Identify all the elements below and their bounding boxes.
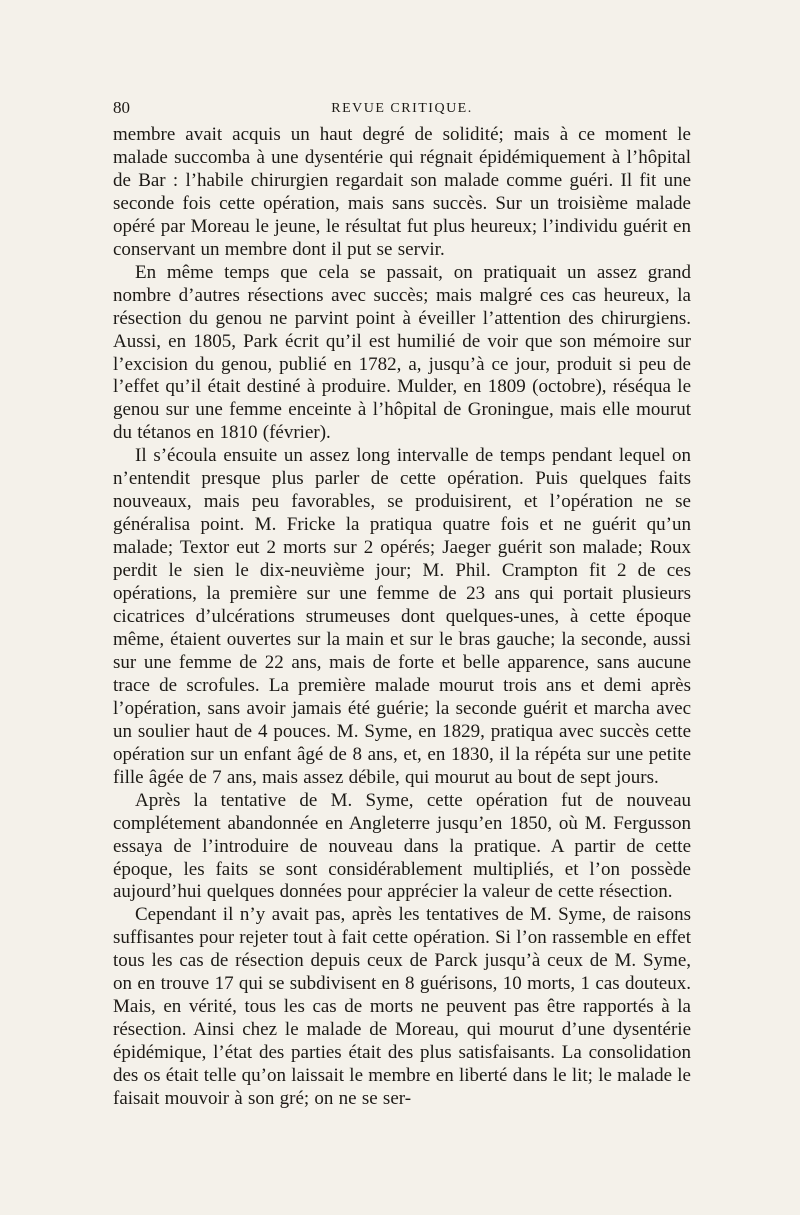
paragraph-continuation: membre avait acquis un haut degré de solidité; mais à ce moment le malade succomba à une dysentérie qui régnait épidémiquement à l’hôpital de Bar : l’habile chirurgien regardait son malade comme guéri. Il fit une seconde fois cette opération, mais sans succès. Sur un troisième malade opéré par Moreau le jeune, le résultat fut plus heureux; l’individu guérit en conservant un membre dont il put se servir. <box>113 124 691 260</box>
page-number: 80 <box>113 98 130 117</box>
running-header <box>113 96 691 120</box>
body-text <box>113 124 691 1111</box>
paragraph: Il s’écoula ensuite un assez long intervalle de temps pendant lequel on n’entendit presque plus parler de cette opération. Puis quelques faits nouveaux, mais peu favorables, se produisirent, et l’opération ne se généralisa point. M. Fricke la pratiqua quatre fois et ne guérit qu’un malade; Textor eut 2 morts sur 2 opérés; Jaeger guérit son malade; Roux perdit le sien le dix-neuvième jour; M. Phil. Crampton fit 2 de ces opérations, la première sur une femme de 23 ans qui portait plusieurs cicatrices d’ulcérations strumeuses dont quelques-unes, à cette époque même, étaient ouvertes sur la main et sur le bras gauche; la seconde, aussi sur une femme de 22 ans, mais de forte et belle apparence, sans aucune trace de scrofules. La première malade mourut trois ans et demi après l’opération, sans avoir jamais été guérie; la seconde guérit et marcha avec un soulier haut de 4 pouces. M. Syme, en 1829, pratiqua avec succès cette opération sur un enfant âgé de 8 ans, et, en 1830, il la répéta sur une petite fille âgée de 7 ans, mais assez débile, qui mourut au bout de sept jours. <box>113 445 691 788</box>
running-title: REVUE CRITIQUE. <box>331 101 473 116</box>
paragraph: Cependant il n’y avait pas, après les tentatives de M. Syme, de raisons suffisantes pour rejeter tout à fait cette opération. Si l’on rassemble en effet tous les cas de résection depuis ceux de Parck jusqu’à ceux de M. Syme, on en trouve 17 qui se subdivisent en 8 guérisons, 10 morts, 1 cas douteux. Mais, en vérité, tous les cas de morts ne peuvent pas être rapportés à la résection. Ainsi chez le malade de Moreau, qui mourut d’une dysentérie épidémique, l’état des parties était des plus satisfaisants. La consolidation des os était telle qu’on laissait le membre en liberté dans le lit; le malade le faisait mouvoir à son gré; on ne se ser- <box>113 904 691 1110</box>
paragraph: En même temps que cela se passait, on pratiquait un assez grand nombre d’autres résections avec succès; mais malgré ces cas heureux, la résection du genou ne parvint point à éveiller l’attention des chirurgiens. Aussi, en 1805, Park écrit qu’il est humilié de voir que son mémoire sur l’excision du genou, publié en 1782, a, jusqu’à ce jour, produit si peu de l’effet qu’il était destiné à produire. Mulder, en 1809 (octobre), réséqua le genou sur une femme enceinte à l’hôpital de Groningue, mais elle mourut du tétanos en 1810 (février). <box>113 261 691 444</box>
paragraph: Après la tentative de M. Syme, cette opération fut de nouveau complétement abandonnée en Angleterre jusqu’en 1850, où M. Fergusson essaya de l’introduire de nouveau dans la pratique. A partir de cette époque, les faits se sont considérablement multipliés, et l’on possède aujourd’hui quelques données pour apprécier la valeur de cette résection. <box>113 789 691 903</box>
